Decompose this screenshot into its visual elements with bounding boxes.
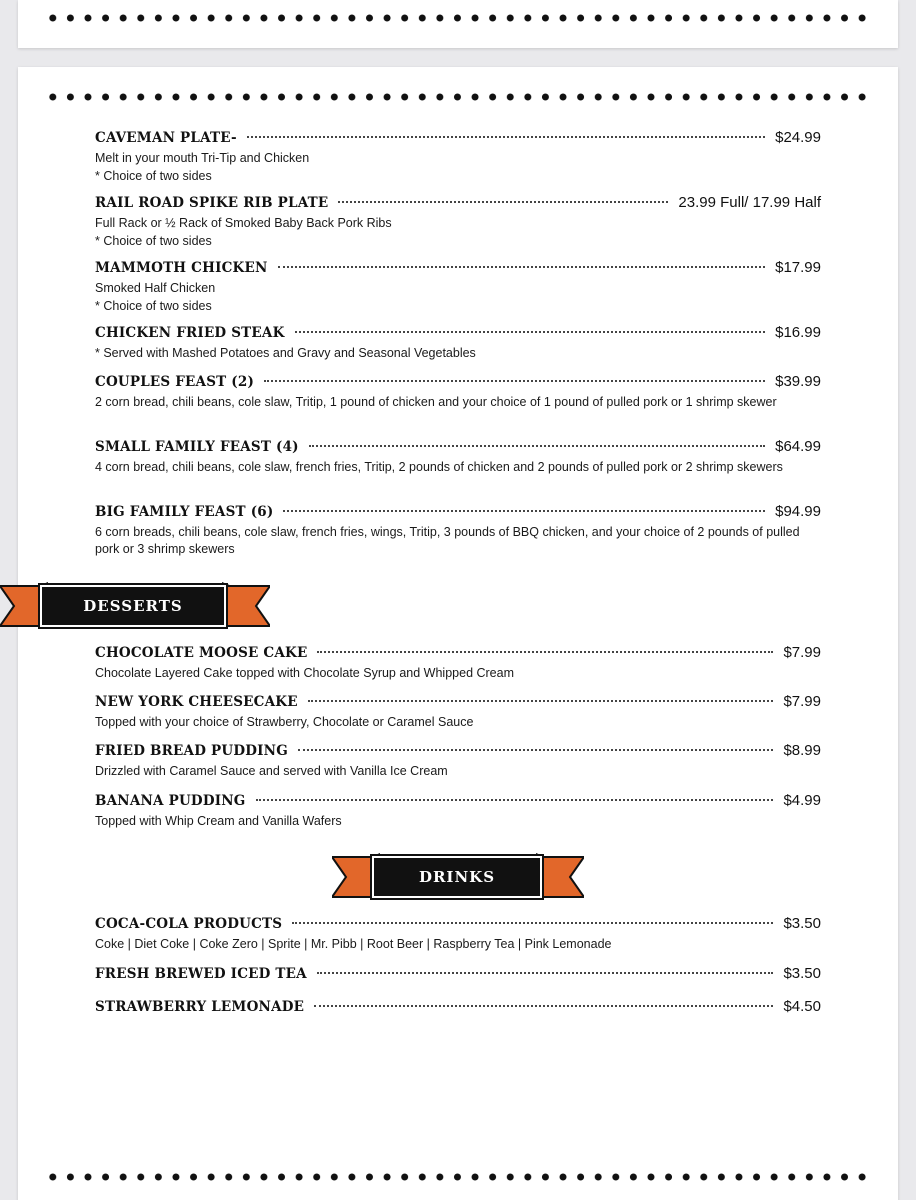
menu-item	[95, 965, 821, 985]
item-desc: * Served with Mashed Potatoes and Gravy and Seasonal Vegetables	[95, 346, 476, 360]
item-price: $3.50	[783, 915, 821, 932]
item-name: FRIED BREAD PUDDING	[95, 743, 288, 759]
item-desc: Topped with Whip Cream and Vanilla Wafers	[95, 814, 342, 828]
item-price: $24.99	[775, 129, 821, 146]
menu-item	[95, 644, 821, 682]
menu-item	[95, 259, 821, 315]
dotted-divider-top	[44, 93, 874, 101]
item-desc: * Choice of two sides	[95, 299, 212, 313]
item-desc: * Choice of two sides	[95, 169, 212, 183]
menu-item	[95, 998, 821, 1018]
item-name: BANANA PUDDING	[95, 793, 246, 809]
item-name: BIG FAMILY FEAST (6)	[95, 504, 274, 520]
item-price: $39.99	[775, 373, 821, 390]
item-price: $7.99	[783, 644, 821, 661]
menu-item	[95, 438, 821, 476]
dot-leader	[295, 331, 766, 333]
menu-page	[18, 67, 898, 1200]
item-desc: Full Rack or ½ Rack of Smoked Baby Back Pork Ribs	[95, 216, 392, 230]
item-desc: 2 corn bread, chili beans, cole slaw, Tritip, 1 pound of chicken and your choice of 1 pound of pulled pork or 1 shrimp skewer	[95, 395, 777, 409]
previous-page-card	[18, 0, 898, 48]
menu-item	[95, 792, 821, 830]
item-name: NEW YORK CHEESECAKE	[95, 694, 298, 710]
item-desc: Smoked Half Chicken	[95, 281, 216, 295]
item-name: SMALL FAMILY FEAST (4)	[95, 439, 299, 455]
item-desc: Coke | Diet Coke | Coke Zero | Sprite | Mr. Pibb | Root Beer | Raspberry Tea | Pink Lemonade	[95, 937, 612, 951]
item-price: $17.99	[775, 259, 821, 276]
item-price: $16.99	[775, 324, 821, 341]
dot-leader	[292, 922, 773, 924]
dot-leader	[283, 510, 765, 512]
item-price: $4.50	[783, 998, 821, 1015]
dotted-divider	[44, 14, 874, 22]
item-price: $4.99	[783, 792, 821, 809]
item-price: 23.99 Full/ 17.99 Half	[678, 194, 821, 211]
item-desc: Chocolate Layered Cake topped with Chocolate Syrup and Whipped Cream	[95, 666, 514, 680]
dot-leader	[264, 380, 765, 382]
desserts-banner	[0, 582, 270, 632]
item-desc: 6 corn breads, chili beans, cole slaw, french fries, wings, Tritip, 3 pounds of BBQ chicken, and your choice of 2 pounds of pulled pork or 3 shrimp skewers	[95, 525, 800, 556]
item-name: COUPLES FEAST (2)	[95, 374, 255, 390]
item-price: $94.99	[775, 503, 821, 520]
menu-item	[95, 742, 821, 780]
dot-leader	[256, 799, 774, 801]
section-title-desserts: DESSERTS	[40, 585, 226, 627]
item-name: CHOCOLATE MOOSE CAKE	[95, 645, 308, 661]
menu-item	[95, 915, 821, 953]
menu-item	[95, 324, 821, 362]
item-name: CAVEMAN PLATE-	[95, 130, 237, 146]
dot-leader	[309, 445, 765, 447]
item-desc: Topped with your choice of Strawberry, Chocolate or Caramel Sauce	[95, 715, 474, 729]
dot-leader	[317, 651, 773, 653]
item-name: FRESH BREWED ICED TEA	[95, 966, 307, 982]
item-price: $3.50	[783, 965, 821, 982]
dot-leader	[247, 136, 765, 138]
dot-leader	[317, 972, 774, 974]
item-desc: Drizzled with Caramel Sauce and served with Vanilla Ice Cream	[95, 764, 448, 778]
dot-leader	[338, 201, 668, 203]
menu-item	[95, 693, 821, 731]
menu-item	[95, 194, 821, 250]
item-desc: 4 corn bread, chili beans, cole slaw, french fries, Tritip, 2 pounds of chicken and 2 pounds of pulled pork or 2 shrimp skewers	[95, 460, 783, 474]
item-desc: * Choice of two sides	[95, 234, 212, 248]
dot-leader	[308, 700, 774, 702]
dot-leader	[314, 1005, 773, 1007]
item-name: CHICKEN FRIED STEAK	[95, 325, 285, 341]
section-title-drinks: DRINKS	[372, 856, 542, 898]
item-price: $7.99	[783, 693, 821, 710]
item-name: MAMMOTH CHICKEN	[95, 260, 268, 276]
item-name: STRAWBERRY LEMONADE	[95, 999, 305, 1015]
item-desc: Melt in your mouth Tri-Tip and Chicken	[95, 151, 310, 165]
menu-item	[95, 503, 821, 558]
item-price: $8.99	[783, 742, 821, 759]
item-name: RAIL ROAD SPIKE RIB PLATE	[95, 195, 329, 211]
dotted-divider-bottom	[44, 1173, 874, 1181]
drinks-banner	[332, 853, 584, 903]
dot-leader	[298, 749, 774, 751]
item-price: $64.99	[775, 438, 821, 455]
dot-leader	[278, 266, 766, 268]
menu-item	[95, 129, 821, 185]
item-name: COCA-COLA PRODUCTS	[95, 916, 283, 932]
menu-item	[95, 373, 821, 411]
